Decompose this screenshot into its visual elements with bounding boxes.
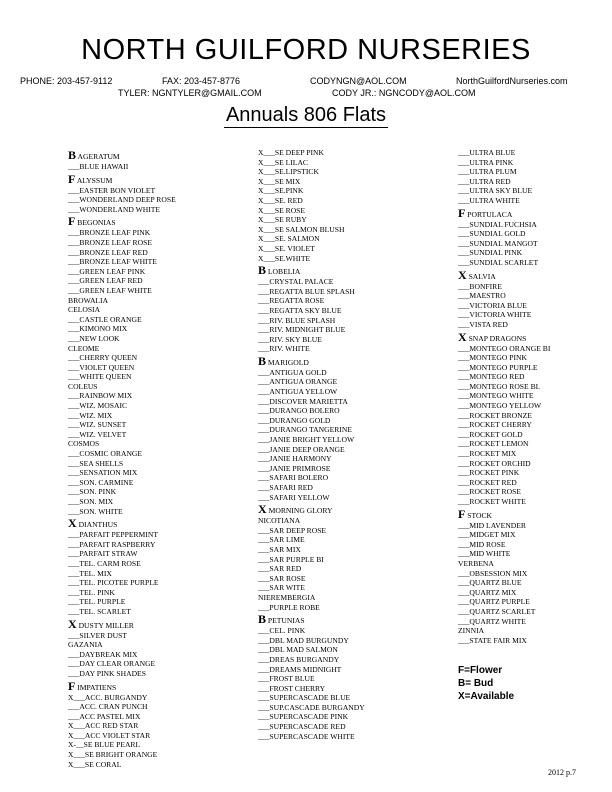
plant-variety: ___DBL MAD BURGUNDY — [258, 635, 349, 645]
plant-variety: ___REGATTA BLUE SPLASH — [258, 286, 355, 296]
plant-variety: ___SAR DEEP ROSE — [258, 525, 327, 535]
plant-variety: ___WONDERLAND WHITE — [68, 204, 161, 214]
category-mark: F — [458, 506, 466, 521]
plant-variety: ___MONTEGO ORANGE BI — [458, 343, 551, 353]
plant-variety: ___MID ROSE — [458, 539, 506, 549]
category-header — [258, 612, 365, 626]
plant-variety: X___SE RUBY — [258, 215, 307, 225]
page-title: NORTH GUILFORD NURSERIES — [81, 34, 531, 66]
plant-variety: ___ROCKET ORCHID — [458, 458, 531, 468]
plant-variety: ___DAYBREAK MIX — [68, 649, 138, 659]
plant-variety: X___SE LILAC — [258, 157, 308, 167]
category-name: LOBELIA — [267, 267, 301, 277]
plant-variety: ___SUPERCASCADE WHITE — [258, 731, 355, 741]
plant-variety: X-__SE BLUE PEARL — [68, 740, 141, 750]
plant-variety: ___QUARTZ BLUE — [458, 578, 522, 588]
plant-variety: X___SE.PINK — [258, 186, 304, 196]
plant-variety: ___ROCKET MIX — [458, 449, 517, 459]
plant-variety: ___ULTRA PLUM — [458, 167, 517, 177]
plant-variety: ___TEL. PINK — [68, 587, 115, 597]
plant-variety: ___ANTIGUA YELLOW — [258, 387, 338, 397]
plant-variety: ___DURANGO GOLD — [258, 415, 331, 425]
plant-variety: ___SUPERCASCADE PINK — [258, 712, 349, 722]
plant-variety: ___DAY CLEAR ORANGE — [68, 659, 156, 669]
category-header — [68, 516, 176, 530]
plant-variety: ___VICTORIA BLUE — [458, 300, 527, 310]
category-name: NICOTIANA — [258, 516, 301, 526]
plant-variety: ___SAFARI RED — [258, 483, 313, 492]
plant-variety: ___ROCKET BRONZE — [458, 410, 532, 420]
plant-variety: ___SON. CARMINE — [68, 477, 134, 487]
plant-variety: ___ROCKET RED — [458, 477, 517, 487]
plant-variety: ___JANIE BRIGHT YELLOW — [258, 435, 355, 445]
plant-variety: ___REGATTA ROSE — [258, 296, 325, 306]
plant-variety: ___CEL. PINK — [258, 626, 306, 636]
category-header — [68, 679, 176, 693]
category-header — [68, 148, 176, 162]
fax-number: FAX: 203-457-8776 — [162, 76, 241, 86]
plant-variety: ___DBL MAD SALMON — [258, 645, 338, 655]
plant-variety: ___DREAS BURGANDY — [258, 654, 340, 664]
category-mark: B — [258, 263, 267, 278]
plant-variety: ___QUARTZ PURPLE — [458, 597, 530, 607]
plant-variety: ___ROCKET PINK — [458, 468, 520, 478]
plant-variety: X___SE.LIPSTICK — [258, 167, 319, 177]
plant-variety: ___BRONZE LEAF ROSE — [68, 237, 152, 247]
plant-variety: ___SON. MIX — [68, 497, 114, 506]
category-name: MARIGOLD — [267, 357, 309, 367]
plant-variety: ___EASTER BON VIOLET — [68, 185, 156, 195]
category-name: PETUNIAS — [267, 616, 305, 626]
plant-variety: ___WHITE QUEEN — [68, 372, 132, 382]
plant-variety: ___MAESTRO — [458, 291, 506, 301]
plant-variety: X___SE. SALMON — [258, 234, 320, 244]
plant-variety: ___SUNDIAL MANGOT — [458, 238, 538, 248]
category-header — [258, 263, 365, 277]
plant-variety: ___SEA SHELLS — [68, 458, 124, 468]
plant-variety: ___NEW LOOK — [68, 333, 120, 343]
plant-variety: X___SE.WHITE — [258, 253, 311, 263]
email-cody-jr: CODY JR.: NGNCODY@AOL.COM — [332, 88, 476, 98]
category-name: AGERATUM — [77, 152, 120, 161]
plant-variety: ___MID LAVENDER — [458, 520, 526, 530]
category-header — [68, 172, 176, 186]
category-name: ALYSSUM — [76, 175, 113, 185]
plant-variety: ___WIZ. SUNSET — [68, 420, 127, 430]
plant-variety: ___WIZ. MOSAIC — [68, 401, 128, 411]
email-cody: CODYNGN@AOL.COM — [310, 76, 407, 86]
category-mark: B — [258, 353, 267, 368]
plant-variety: ___SUNDIAL GOLD — [458, 229, 526, 239]
plant-column-2 — [258, 148, 365, 741]
plant-variety: ___SAR LIME — [258, 535, 305, 545]
category-header — [458, 507, 550, 521]
category-name: CLEOME — [68, 343, 100, 353]
plant-variety: ___VICTORIA WHITE — [458, 310, 532, 320]
plant-variety: ___TEL. SCARLET — [68, 606, 131, 616]
plant-variety: ___VISTA RED — [458, 319, 508, 329]
plant-variety: ___ROCKET GOLD — [458, 429, 523, 439]
plant-variety: ___SAR ROSE — [258, 573, 306, 583]
category-name: SALVIA — [468, 271, 496, 281]
plant-variety: X___SE DEEP PINK — [258, 148, 324, 157]
plant-variety: ___SILVER DUST — [68, 630, 127, 640]
plant-variety: ___BRONZE LEAF PINK — [68, 228, 151, 238]
plant-variety: ___ULTRA SKY BLUE — [458, 186, 533, 196]
plant-variety: X___SE SALMON BLUSH — [258, 224, 345, 234]
category-mark: X — [458, 267, 467, 282]
plant-variety: X___SE MIX — [258, 176, 301, 186]
plant-variety: ___SUPERCASCADE RED — [258, 722, 346, 732]
plant-variety: ___TEL. PICOTEE PURPLE — [68, 578, 159, 588]
plant-variety: ___TEL. MIX — [68, 568, 112, 578]
plant-variety: ___DURANGO TANGERINE — [258, 425, 352, 435]
category-header — [458, 206, 550, 220]
plant-variety: ___REGATTA SKY BLUE — [258, 305, 342, 315]
plant-variety: ___FROST BLUE — [258, 674, 315, 684]
plant-variety: ___ACC. CRAN PUNCH — [68, 702, 148, 712]
page-footer: 2012 p.7 — [548, 768, 576, 777]
plant-variety: ___RIV. WHITE — [258, 344, 310, 354]
category-mark: B — [258, 612, 267, 627]
plant-variety: ___RIV. BLUE SPLASH — [258, 315, 336, 325]
plant-variety: ___MONTEGO ROSE BI. — [458, 381, 541, 391]
plant-variety: ___SUNDIAL SCARLET — [458, 257, 539, 267]
plant-variety: ___RIV. MIDNIGHT BLUE — [258, 325, 346, 335]
plant-variety: ___MONTEGO RED — [458, 372, 525, 382]
category-name: COSMOS — [68, 439, 100, 449]
plant-variety: ___WONDERLAND DEEP ROSE — [68, 195, 176, 205]
plant-variety: ___RIV. SKY BLUE — [258, 334, 322, 344]
plant-variety: X___ACC. BURGANDY — [68, 692, 148, 702]
category-mark: F — [68, 214, 76, 229]
plant-variety: X___SE. RED — [258, 195, 303, 205]
plant-variety: ___PARFAIT PEPPERMINT — [68, 530, 158, 540]
category-name: SNAP DRAGONS — [468, 333, 527, 343]
plant-variety: ___CHERRY QUEEN — [68, 353, 138, 363]
category-header — [258, 354, 365, 368]
legend-flower: F=Flower — [458, 665, 503, 676]
plant-variety: ___JANIE DEEP ORANGE — [258, 444, 345, 454]
category-name: STOCK — [467, 510, 493, 520]
plant-variety: X___SE ROSE — [258, 205, 306, 215]
plant-variety: ___ULTRA RED — [458, 176, 511, 186]
category-name: NIEREMBERGIA — [258, 592, 316, 602]
category-name: IMPATIENS — [77, 682, 117, 692]
category-mark: F — [68, 171, 76, 186]
plant-variety: ___RAINBOW MIX — [68, 391, 133, 401]
plant-variety: ___MONTEGO YELLOW — [458, 401, 542, 411]
category-header — [458, 268, 550, 282]
plant-variety: ___BLUE HAWAII — [68, 162, 129, 171]
plant-column-3 — [458, 148, 550, 645]
plant-variety: ___SENSATION MIX — [68, 468, 138, 478]
phone-number: PHONE: 203-457-9112 — [20, 76, 113, 86]
plant-variety: ___WIZ. VELVET — [68, 429, 127, 439]
plant-variety: ___SUNDIAL PINK — [458, 248, 523, 258]
plant-variety: ___SUP.CASCADE BURGANDY — [258, 702, 365, 712]
website-link: NorthGuilfordNurseries.com — [456, 76, 568, 86]
subtitle-text: Annuals 806 Flats — [225, 104, 387, 126]
category-header — [68, 617, 176, 631]
legend — [458, 664, 514, 703]
plant-variety: ___GREEN LEAF PINK — [68, 266, 146, 276]
category-header — [68, 214, 176, 228]
plant-variety: X___SE CORAL — [68, 759, 122, 769]
plant-variety: X___ACC VIOLET STAR — [68, 730, 151, 740]
list-subtitle — [0, 104, 612, 127]
plant-variety: ___ULTRA PINK — [458, 157, 514, 167]
plant-variety: ___JANIE HARMONY — [258, 454, 332, 464]
plant-variety: X___ACC RED STAR — [68, 721, 139, 731]
plant-variety: ___MIDGET MIX — [458, 530, 516, 540]
plant-variety: X___SE BRIGHT ORANGE — [68, 750, 158, 760]
plant-variety: ___TEL. CARM ROSE — [68, 558, 141, 568]
plant-variety: ___ACC PASTEL MIX — [68, 711, 141, 721]
plant-variety: ___MONTEGO PINK — [458, 353, 527, 363]
plant-variety: ___ULTRA BLUE — [458, 148, 516, 157]
category-name: PORTULACA — [467, 209, 513, 219]
plant-variety: ___PARFAIT RASPBERRY — [68, 539, 156, 549]
plant-variety: ___QUARTZ MIX — [458, 587, 517, 597]
plant-variety: ___SAR RED — [258, 564, 302, 574]
plant-variety: ___VIOLET QUEEN — [68, 362, 135, 372]
category-mark: X — [458, 329, 467, 344]
plant-variety: ___GREEN LEAF WHITE — [68, 285, 152, 295]
plant-variety: ___WIZ. MIX — [68, 410, 113, 420]
category-mark: X — [68, 616, 77, 631]
category-header — [258, 502, 365, 516]
plant-variety: ___MONTEGO PURPLE — [458, 362, 538, 372]
plant-variety: ___DAY PINK SHADES — [68, 668, 146, 678]
plant-variety: ___QUARTZ WHITE — [458, 616, 526, 626]
plant-variety: ___ROCKET CHERRY — [458, 420, 532, 430]
category-name: GAZANIA — [68, 640, 103, 650]
plant-variety: ___GREEN LEAF RED — [68, 276, 143, 286]
plant-variety: ___SUPERCASCADE BLUE — [258, 693, 351, 703]
plant-variety: ___ROCKET ROSE — [458, 487, 521, 497]
email-tyler: TYLER: NGNTYLER@GMAIL.COM — [118, 88, 262, 98]
plant-variety: ___BRONZE LEAF WHITE — [68, 257, 157, 267]
plant-variety: ___SAFARI BOLERO — [258, 473, 329, 483]
plant-variety: X___SE. VIOLET — [258, 243, 315, 253]
plant-variety: ___CRYSTAL PALACE — [258, 277, 334, 287]
plant-variety: ___ANTIGUA GOLD — [258, 367, 327, 377]
plant-variety: ___SAR WITE — [258, 583, 305, 593]
category-name: VERBENA — [458, 558, 494, 568]
category-mark: X — [68, 516, 77, 531]
plant-variety: ___STATE FAIR MIX — [458, 635, 527, 645]
plant-variety: ___ROCKET LEMON — [458, 439, 529, 449]
category-mark: X — [258, 502, 267, 517]
plant-variety: ___SAR MIX — [258, 544, 301, 554]
plant-variety: ___KIMONO MIX — [68, 324, 128, 334]
plant-variety: ___ULTRA WHITE — [458, 195, 520, 205]
category-name: COLEUS — [68, 381, 98, 391]
plant-variety: ___BONFIRE — [458, 281, 502, 291]
category-name: CELOSIA — [68, 305, 101, 315]
plant-variety: ___MID WHITE — [458, 549, 511, 559]
category-name: BROWALIA — [68, 295, 109, 305]
category-mark: F — [68, 678, 76, 693]
plant-variety: ___ROCKET WHITE — [458, 497, 526, 506]
category-name: DUSTY MILLER — [78, 620, 134, 630]
plant-variety: ___OBSESSION MIX — [458, 568, 528, 578]
plant-variety: ___SAR PURPLE BI — [258, 554, 324, 564]
plant-variety: ___DISCOVER MARIETTA — [258, 396, 348, 406]
plant-variety: ___SAFARI YELLOW — [258, 492, 330, 502]
plant-variety: ___CASTLE ORANGE — [68, 314, 142, 324]
category-mark: B — [68, 148, 77, 162]
plant-variety: ___FROST CHERRY — [258, 683, 326, 693]
legend-bud: B= Bud — [458, 678, 494, 689]
plant-variety: ___SON. WHITE — [68, 506, 123, 516]
plant-variety: ___ANTIGUA ORANGE — [258, 377, 338, 387]
plant-variety: ___PARFAIT STRAW — [68, 549, 138, 559]
legend-available: X=Available — [458, 691, 515, 702]
category-name: ZINNIA — [458, 626, 485, 636]
plant-variety: ___JANIE PRIMROSE — [258, 463, 331, 473]
plant-variety: ___COSMIC ORANGE — [68, 449, 143, 459]
category-mark: F — [458, 205, 466, 220]
category-name: BEGONIAS — [77, 218, 116, 228]
plant-variety: ___DREAMS MIDNIGHT — [258, 664, 342, 674]
category-name: DIANTHUS — [78, 520, 118, 530]
category-name: MORNING GLORY — [268, 506, 333, 516]
plant-variety: ___SON. PINK — [68, 487, 117, 497]
plant-variety: ___TEL. PURPLE — [68, 597, 126, 607]
plant-variety: ___MONTEGO WHITE — [458, 391, 534, 401]
plant-variety: ___DURANGO BOLERO — [258, 406, 340, 416]
plant-column-1 — [68, 148, 176, 769]
plant-variety: ___BRONZE LEAF RED — [68, 247, 148, 257]
category-header — [458, 330, 550, 344]
plant-variety: ___PURPLE ROBE — [258, 602, 320, 612]
plant-variety: ___SUNDIAL FUCHSIA — [458, 219, 537, 229]
plant-variety: ___QUARTZ SCARLET — [458, 606, 536, 616]
